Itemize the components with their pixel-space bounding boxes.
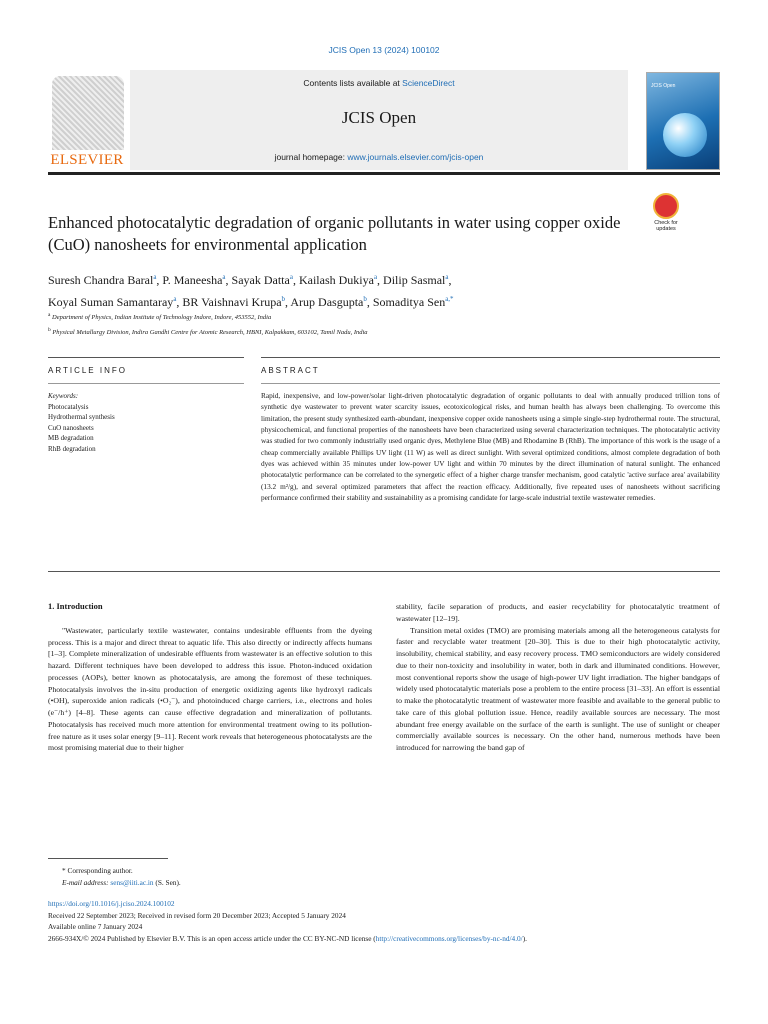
author-name[interactable]: Sayak Datta [231,273,290,287]
affiliation-a: $^a$ Department of Physics, Indian Institute of Technology Indore, Indore, 453552, India [48,312,272,322]
paragraph: "Wastewater, particularly textile wastewater, contains undesirable effluents from the dyeing process. This is a major and direct threat to aquatic life. This also directly or indirectly affects humans [1–3]. Complete mineralization of undesirable effluents from wastewater is an effective solution to this hazard. Different techniques have been developed to address this issue. Photon-induced oxidation processes (AOPs), better known as photocatalysis, are among the foremost of these techniques. Photocatalysis involves the in-situ production of energetic oxidizing agents like hydroxyl radicals (•OH), superoxide anion radicals (•O₂⁻), and photoinduced charge carriers, i.e., electrons and holes (e⁻/h⁺) [4–8]. These agents can cause effective degradation and mineralization of pollutants. Photocatalysis has received much more attention for environmental treatment owing to its pollution-free nature as it uses solar energy [9–11]. Recent work reveals that heterogeneous photocatalysts are the most promising material due to their higher [48,625,372,753]
doi-link[interactable]: https://doi.org/10.1016/j.jciso.2024.100102 [48,899,175,908]
author-separator: , [292,273,299,287]
publication-info [48,898,748,944]
crossmark-label: Check for updates [654,220,678,232]
cover-bubble-icon [663,113,707,157]
homepage-line: journal homepage: www.journals.elsevier.com/jcis-open [274,152,484,162]
author-separator: , [366,295,373,309]
footnotes [48,865,720,888]
author-separator: , [156,273,163,287]
article-info-heading: ARTICLE INFO [48,366,127,375]
journal-header-box [130,70,628,170]
affiliation-list [48,309,720,339]
author-affiliation-mark[interactable]: b [363,295,367,303]
license-line: 2666-934X/© 2024 Published by Elsevier B.V. This is an open access article under the CC BY-NC-ND license (http://creativecommons.org/licenses/by-nc-nd/4.0/). [48,933,527,943]
divider [48,383,244,384]
keyword: Photocatalysis [48,402,89,411]
elsevier-logo[interactable] [48,72,126,168]
author-affiliation-mark[interactable]: a,* [445,295,454,303]
author-affiliation-mark[interactable]: b [281,295,286,303]
paragraph: stability, facile separation of products, and easier recyclability for photocatalytic treatment of wastewater [12–19]. [396,602,720,623]
homepage-link[interactable]: www.journals.elsevier.com/jcis-open [347,152,484,162]
author-name[interactable]: P. Maneesha [162,273,223,287]
keyword: MB degradation [48,434,94,442]
article-title: Enhanced photocatalytic degradation of organic pollutants in water using copper oxide (CuO) nanosheets for environmental application [48,213,621,254]
license-link[interactable]: http://creativecommons.org/licenses/by-nc-nd/4.0/ [375,933,523,943]
author-affiliation-mark[interactable]: a [445,273,449,281]
author-affiliation-mark[interactable]: a [289,273,293,281]
divider [48,357,244,358]
author-affiliation-mark[interactable]: a [222,273,226,281]
author-name[interactable]: Arup Dasgupta [290,295,364,309]
author-affiliation-mark[interactable]: a [153,273,157,281]
author-separator: , [285,295,291,309]
author-name[interactable]: Dilip Sasmal [383,273,446,287]
keywords-block [48,391,248,454]
divider [48,571,720,572]
author-separator: , [377,273,384,287]
check-for-updates-button[interactable] [646,193,686,231]
keyword: CuO nanosheets [48,423,94,432]
divider [261,383,720,384]
author-affiliation-mark[interactable]: a [373,273,378,281]
journal-reference[interactable]: JCIS Open 13 (2024) 100102 [328,45,440,55]
author-name[interactable]: Kailash Dukiya [298,273,374,287]
divider [261,357,720,358]
author-name[interactable]: Somaditya Sen [372,295,446,309]
author-name[interactable]: BR Vaishnavi Krupa [182,295,282,309]
journal-title: JCIS Open [341,108,417,127]
author-separator: , [448,273,452,287]
keyword: RhB degradation [48,444,96,453]
elsevier-tree-icon [52,76,124,150]
keyword: Hydrothermal synthesis [48,413,115,421]
abstract-text: Rapid, inexpensive, and low-power/solar light-driven photocatalytic degradation of organic pollutants to deal with annually produced trillion tons of synthetic dye wastewater to prevent water scarcity issues, ecotoxicological risks, and human health has always been challenging. To overcome this limitation, the present study synthesized earth-abundant, inexpensive copper oxide nanosheets using a simple single-step hydrothermal route. The structural, physicochemical, and functional properties of the nanosheets have been characterized using several characterization techniques. The photocatalytic activity was studied for two commonly industrially used organic dyes, Methylene Blue (MB) and Rhodamine B (RhB). The importance of this work is the usage of a cheap commercially available Phillips UV light (11 W) as well as direct sunlight. With several optimized conditions, almost complete degradation of both dyes was achieved within 35 minutes under low-power UV light and within 70 minutes by the direct illumination of natural sunlight. The enhanced photocatalytic performance can be correlated to the synergetic effect of a higher charge transfer mechanism, good catalytic 'active surface area' availability (13.2 m²/g), and several optimized parameters that affect the reaction efficacy. Additionally, five repeated uses of nanosheets without sacrificing performance confirmed their stability and sustainability as a promising candidate for large-scale industrial textile wastewater remedies. [261,391,720,503]
elsevier-wordmark: ELSEVIER [50,152,124,168]
footnote-divider [48,858,168,859]
author-name[interactable]: Suresh Chandra Baral [48,273,154,287]
body-column-left [48,601,372,754]
author-affiliation-mark[interactable]: a [173,295,177,303]
received-dates: Received 22 September 2023; Received in revised form 20 December 2023; Accepted 5 January 2024 [48,910,346,920]
email-link[interactable]: sens@iiti.ac.in [110,877,154,887]
author-name[interactable]: Koyal Suman Samantaray [48,295,174,309]
header-divider [48,172,720,175]
author-separator: , [176,295,183,309]
section-heading-introduction: 1. Introduction [48,601,103,611]
contents-line: Contents lists available at ScienceDirect [303,78,455,88]
sciencedirect-link[interactable]: ScienceDirect [402,78,455,88]
email-note: E-mail address: sens@iiti.ac.in (S. Sen). [62,877,181,887]
affiliation-b: $^b$ Physical Metallurgy Division, Indira Gandhi Centre for Atomic Research, HBNI, Kalpakkam, 603102, Tamil Nadu, India [48,327,368,337]
keywords-label: Keywords: [48,392,79,400]
author-separator: , [225,273,232,287]
author-list [48,268,720,312]
crossmark-icon [653,193,679,219]
journal-cover-image[interactable] [646,72,720,170]
abstract-heading: ABSTRACT [261,366,320,375]
body-column-right [396,601,720,754]
journal-header [48,70,720,170]
paragraph: Transition metal oxides (TMO) are promising materials among all the heterogeneous catalysts for faster and recyclable water treatment [20–30]. This is due to their high photocatalytic activity, insolubility, chemical stability, and easy recovery process. TMO semiconductors are widely considered due to their non-toxicity and insolubility in water, both in dark and illuminated conditions. However, most conventional reports show the usage of high-power UV light irradiation. The higher bandgaps of widely used photocatalytic materials pose a problem to the entire process [31–33]. An effort is essential to make the photocatalytic treatment of wastewater more feasible and available to the general public to take care of this global pollution issue. Hence, readily available sources are necessary. The most abundant free energy available on the surface of the earth is sunlight. The use of sunlight or cheaper commercially available sources is necessary. On the other hand, numerous methods have been introduced for narrowing the band gap of [396,625,720,752]
available-online: Available online 7 January 2024 [48,922,143,932]
corresponding-author-note: * Corresponding author. [62,866,133,875]
cover-title: JCIS Open [651,83,676,89]
